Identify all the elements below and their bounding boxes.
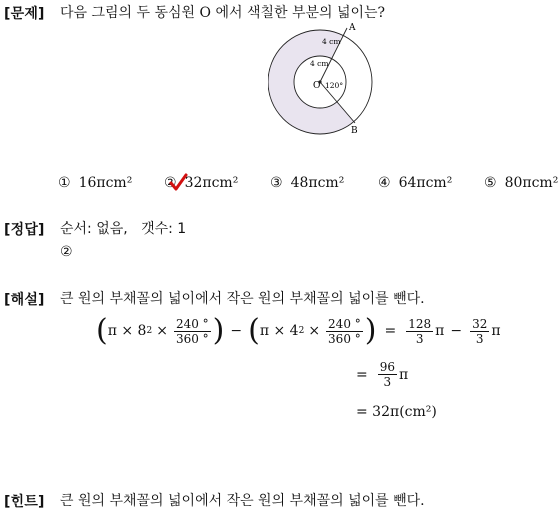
label-a: A <box>349 23 356 33</box>
choice-2[interactable] <box>164 175 238 191</box>
label-b: B <box>351 126 358 136</box>
choice-3-number: ③ <box>270 175 283 191</box>
label-outer-radius: 4 cm <box>322 37 341 46</box>
answer-label: [정답] <box>4 222 45 238</box>
answer-line-1: 순서: 없음, 갯수: 1 <box>60 221 187 237</box>
equation-line-2: = $\frac{96}{3}$ π <box>356 360 409 389</box>
choice-2-number: ② <box>164 175 177 191</box>
choice-5-number: ⑤ <box>484 175 497 191</box>
choice-5-value: 80πcm² <box>504 175 559 191</box>
eq-exp-1: 2 <box>146 326 153 336</box>
choice-4-value: 64πcm² <box>398 175 453 191</box>
explanation-text: 큰 원의 부채꼴의 넓이에서 작은 원의 부채꼴의 넓이를 뺀다. <box>60 291 425 307</box>
eq-frac-3: $\frac{128}{3}$ <box>408 316 432 346</box>
hint-text: 큰 원의 부채꼴의 넓이에서 작은 원의 부채꼴의 넓이를 뺀다. <box>60 493 425 509</box>
choice-1-number: ① <box>58 175 71 191</box>
eq-frac-1: $\frac{240 ^\circ}{360 ^\circ}$ <box>175 316 209 346</box>
eq-term-small-radius: π × 4 <box>259 323 299 339</box>
question-label: [문제] <box>4 6 45 22</box>
hint-label: [힌트] <box>4 494 45 510</box>
eq-frac-4: $\frac{32}{3}$ <box>472 316 488 346</box>
eq-exp-2: 2 <box>298 326 305 336</box>
answer-line-2: ② <box>60 244 73 260</box>
choice-4-number: ④ <box>378 175 391 191</box>
checkmark-icon <box>168 173 188 193</box>
choice-2-value: 32πcm² <box>184 175 239 191</box>
choice-1-value: 16πcm² <box>78 175 133 191</box>
equation-line-3: = 32π(cm²) <box>356 404 437 420</box>
choice-1[interactable] <box>58 175 132 191</box>
choice-5[interactable] <box>484 175 558 191</box>
question-text: 다음 그림의 두 동심원 O 에서 색칠한 부분의 넓이는? <box>60 5 386 21</box>
choice-3-value: 48πcm² <box>290 175 345 191</box>
choice-4[interactable] <box>378 175 452 191</box>
eq-frac-5: $\frac{96}{3}$ <box>379 360 396 389</box>
label-o: O <box>313 81 321 91</box>
label-angle: 120° <box>325 81 344 90</box>
label-inner-radius: 4 cm <box>310 59 329 68</box>
concentric-circles-figure <box>268 18 388 143</box>
eq-frac-2: $\frac{240 ^\circ}{360 ^\circ}$ <box>328 316 361 346</box>
equation-line-1: ( π × 8 2 × $\frac{240 ^\circ}{360 ^\circ}$ ) − ( π × 4 2 × $\frac{240 ^\circ}{360 ^\circ}$ ) = $\frac{128}{3}$ π − $\frac{32}{3}$ π <box>96 313 501 348</box>
explanation-label: [해설] <box>4 292 45 308</box>
choice-3[interactable] <box>270 175 344 191</box>
eq-term-big-radius: π × 8 <box>107 323 147 339</box>
